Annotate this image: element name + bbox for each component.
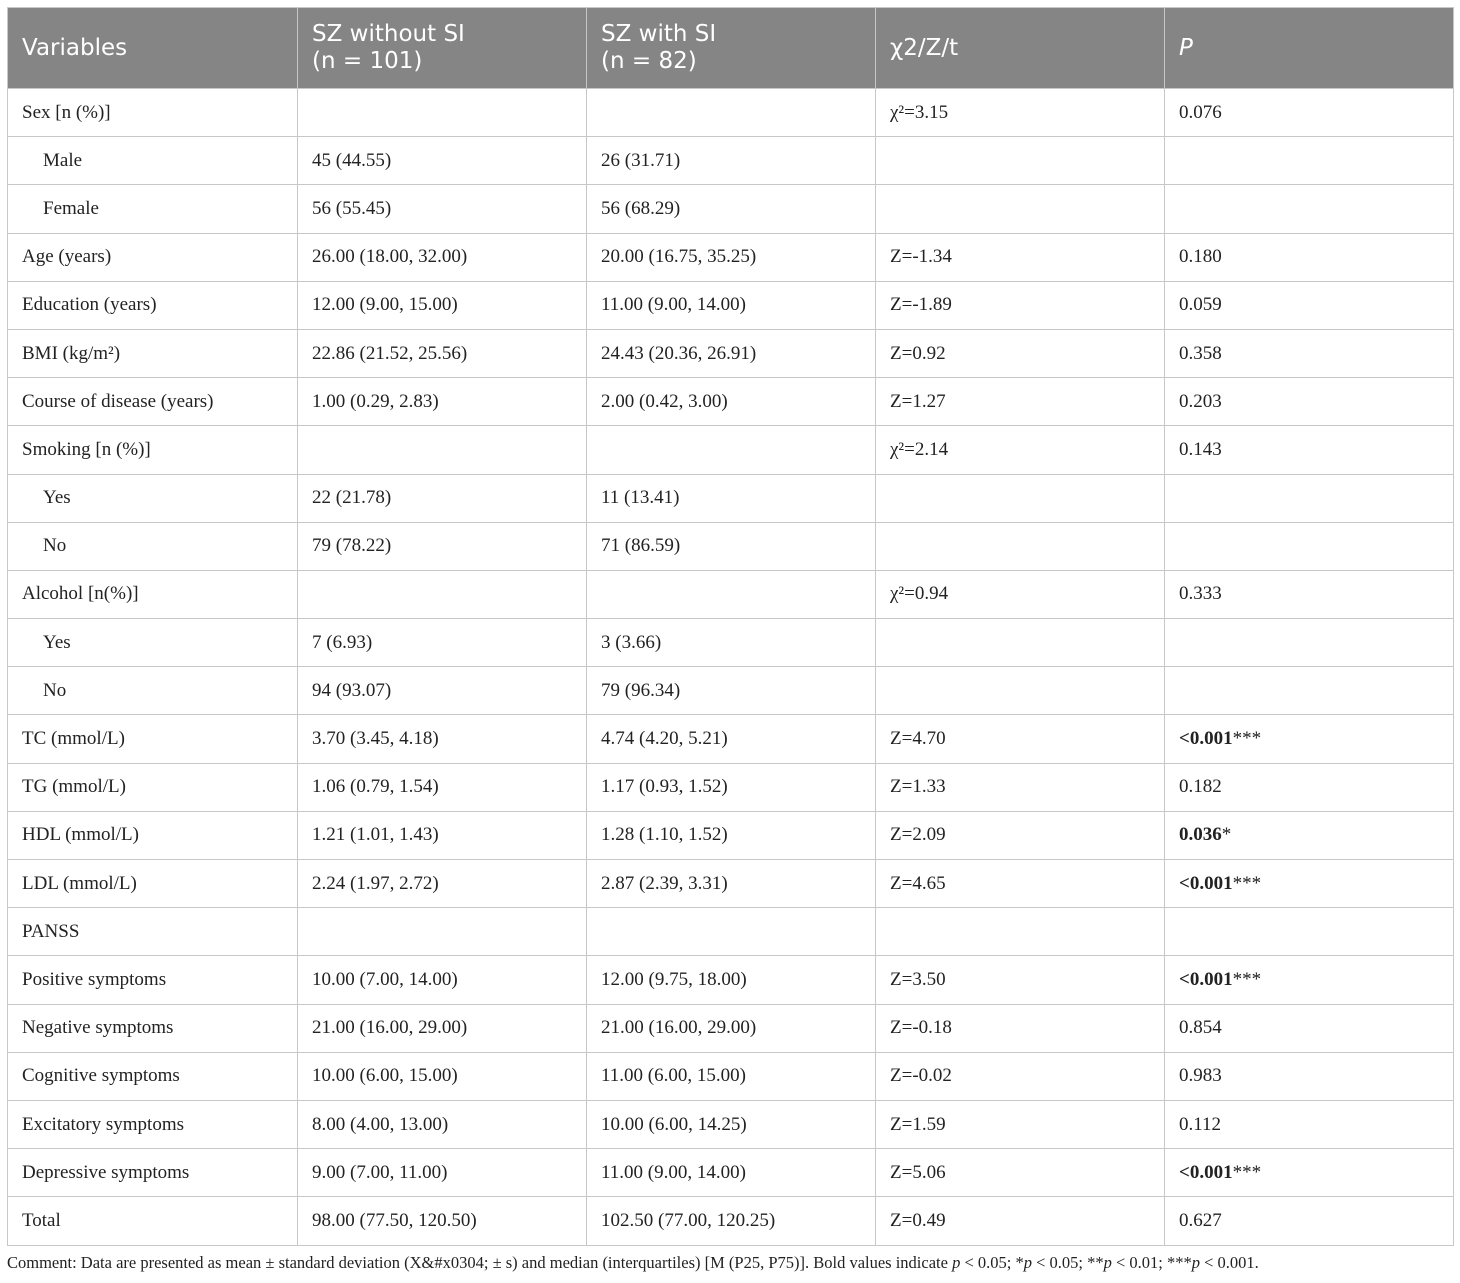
cell-p-value: [1165, 89, 1454, 137]
cell-statistic: [876, 570, 1165, 618]
cell-variable: [8, 956, 298, 1004]
cell-statistic: [876, 378, 1165, 426]
cell-sz-without-si: [298, 667, 587, 715]
cell-sz-with-si-text: 4.74 (4.20, 5.21): [601, 728, 728, 750]
significance-stars: ***: [1232, 1161, 1262, 1183]
cell-statistic: [876, 860, 1165, 908]
cell-sz-with-si-text: 11.00 (9.00, 14.00): [601, 1161, 746, 1183]
significance-stars: *: [1221, 824, 1232, 846]
p-value-text: 0.059: [1179, 294, 1222, 316]
cell-statistic: [876, 1149, 1165, 1197]
cell-p-value: [1165, 185, 1454, 233]
cell-statistic-text: Z=4.65: [890, 872, 946, 894]
cell-sz-without-si-text: 10.00 (7.00, 14.00): [312, 968, 458, 990]
table-row: [8, 763, 1454, 811]
p-value-text: 0.180: [1179, 246, 1222, 268]
cell-sz-without-si-text: 9.00 (7.00, 11.00): [312, 1161, 448, 1183]
cell-variable-text: Positive symptoms: [22, 968, 167, 990]
cell-statistic: [876, 233, 1165, 281]
cell-p-value: [1165, 1100, 1454, 1148]
cell-variable-text: PANSS: [22, 920, 80, 942]
table-row: [8, 570, 1454, 618]
table-row: [8, 89, 1454, 137]
header-row: [8, 8, 1454, 89]
table-row: [8, 185, 1454, 233]
cell-sz-with-si: [587, 137, 876, 185]
cell-sz-with-si-text: 2.00 (0.42, 3.00): [601, 390, 728, 412]
cell-variable-text: BMI (kg/m²): [22, 342, 121, 364]
table-row: [8, 908, 1454, 956]
cell-variable-text: Age (years): [22, 246, 112, 268]
cell-statistic-text: Z=-0.18: [890, 1017, 952, 1039]
cell-sz-without-si-text: 26.00 (18.00, 32.00): [312, 246, 468, 268]
cell-statistic-text: χ²=0.94: [890, 583, 949, 605]
cell-sz-without-si: [298, 378, 587, 426]
cell-sz-with-si-text: 26 (31.71): [601, 149, 681, 171]
cell-sz-with-si: [587, 1100, 876, 1148]
cell-p-value: [1165, 763, 1454, 811]
cell-sz-with-si: [587, 474, 876, 522]
table-row: [8, 667, 1454, 715]
cell-sz-with-si: [587, 378, 876, 426]
cell-sz-without-si: [298, 570, 587, 618]
cell-sz-with-si-text: 71 (86.59): [601, 535, 681, 557]
cell-sz-with-si-text: 3 (3.66): [601, 631, 662, 653]
cell-sz-without-si-text: 1.06 (0.79, 1.54): [312, 776, 439, 798]
cell-statistic-text: Z=1.27: [890, 390, 946, 412]
cell-p-value: [1165, 1149, 1454, 1197]
cell-p-value: [1165, 329, 1454, 377]
cell-p-value: [1165, 619, 1454, 667]
p-value-text: 0.112: [1179, 1113, 1222, 1135]
cell-variable-text: Female: [43, 197, 99, 219]
cell-sz-with-si-text: 24.43 (20.36, 26.91): [601, 342, 757, 364]
cell-sz-without-si-text: 98.00 (77.50, 120.50): [312, 1209, 477, 1231]
cell-p-value: [1165, 522, 1454, 570]
cell-sz-without-si: [298, 522, 587, 570]
p-value-text: 0.203: [1179, 390, 1222, 412]
cell-statistic: [876, 956, 1165, 1004]
cell-p-value: [1165, 1004, 1454, 1052]
cell-statistic: [876, 89, 1165, 137]
cell-p-value: [1165, 811, 1454, 859]
p-value-text: 0.036: [1179, 824, 1222, 846]
cell-sz-without-si-text: 22 (21.78): [312, 487, 392, 509]
cell-sz-without-si-text: 21.00 (16.00, 29.00): [312, 1017, 468, 1039]
cell-p-value: [1165, 281, 1454, 329]
cell-sz-with-si: [587, 426, 876, 474]
significance-stars: ***: [1232, 728, 1262, 750]
cell-variable-text: LDL (mmol/L): [22, 872, 137, 894]
cell-variable: [8, 426, 298, 474]
table-row: [8, 811, 1454, 859]
cell-statistic-text: Z=5.06: [890, 1161, 946, 1183]
cell-variable-text: Alcohol [n(%)]: [22, 583, 139, 605]
cell-statistic: [876, 811, 1165, 859]
cell-variable-text: Negative symptoms: [22, 1017, 174, 1039]
table-body: [8, 89, 1454, 1246]
cell-sz-with-si: [587, 619, 876, 667]
table-row: [8, 378, 1454, 426]
p-value-text: <0.001: [1179, 872, 1233, 894]
cell-variable: [8, 378, 298, 426]
cell-sz-with-si-text: 1.17 (0.93, 1.52): [601, 776, 728, 798]
cell-variable-text: Smoking [n (%)]: [22, 438, 151, 460]
header-p-value: P: [1165, 8, 1454, 89]
significance-stars: ***: [1232, 872, 1262, 894]
cell-sz-without-si: [298, 763, 587, 811]
p-value-text: 0.854: [1179, 1017, 1222, 1039]
cell-sz-without-si: [298, 860, 587, 908]
cell-variable: [8, 329, 298, 377]
cell-variable: [8, 619, 298, 667]
header-variables: Variables: [8, 8, 298, 89]
cell-p-value: [1165, 474, 1454, 522]
cell-statistic: [876, 1197, 1165, 1245]
cell-sz-with-si-text: 11.00 (9.00, 14.00): [601, 294, 746, 316]
p-value-text: 0.627: [1179, 1209, 1222, 1231]
cell-p-value: [1165, 1197, 1454, 1245]
cell-statistic-text: Z=0.92: [890, 342, 946, 364]
cell-variable-text: Depressive symptoms: [22, 1161, 190, 1183]
cell-sz-with-si: [587, 860, 876, 908]
cell-variable-text: Male: [43, 149, 83, 171]
header-sz-with-si: SZ with SI (n = 82): [587, 8, 876, 89]
p-value-text: 0.333: [1179, 583, 1222, 605]
cell-sz-with-si-text: 2.87 (2.39, 3.31): [601, 872, 728, 894]
cell-statistic: [876, 619, 1165, 667]
cell-statistic-text: Z=3.50: [890, 968, 946, 990]
cell-sz-with-si-text: 56 (68.29): [601, 197, 681, 219]
cell-sz-with-si: [587, 763, 876, 811]
cell-sz-without-si: [298, 908, 587, 956]
cell-statistic: [876, 1100, 1165, 1148]
cell-sz-without-si: [298, 1100, 587, 1148]
cell-variable: [8, 185, 298, 233]
cell-p-value: [1165, 715, 1454, 763]
cell-sz-with-si-text: 12.00 (9.75, 18.00): [601, 968, 747, 990]
table-row: [8, 1197, 1454, 1245]
cell-sz-without-si: [298, 1052, 587, 1100]
cell-statistic-text: Z=-1.89: [890, 294, 952, 316]
table-row: [8, 137, 1454, 185]
cell-p-value: [1165, 233, 1454, 281]
table-row: [8, 281, 1454, 329]
cell-variable-text: Cognitive symptoms: [22, 1065, 180, 1087]
cell-sz-with-si: [587, 89, 876, 137]
table-row: [8, 1052, 1454, 1100]
cell-statistic: [876, 1052, 1165, 1100]
cell-sz-with-si-text: 11 (13.41): [601, 487, 680, 509]
cell-sz-without-si-text: 1.00 (0.29, 2.83): [312, 390, 439, 412]
table-row: [8, 1004, 1454, 1052]
cell-sz-without-si: [298, 426, 587, 474]
cell-variable-text: Yes: [43, 631, 71, 653]
cell-variable: [8, 715, 298, 763]
table-row: [8, 233, 1454, 281]
cell-sz-with-si: [587, 281, 876, 329]
cell-sz-without-si: [298, 474, 587, 522]
cell-variable-text: Education (years): [22, 294, 157, 316]
data-table: [7, 7, 1454, 1246]
cell-statistic-text: χ²=3.15: [890, 101, 949, 123]
cell-sz-with-si: [587, 908, 876, 956]
cell-sz-without-si: [298, 619, 587, 667]
table-row: [8, 715, 1454, 763]
cell-variable-text: Total: [22, 1209, 61, 1231]
table-row: [8, 1100, 1454, 1148]
cell-sz-without-si-text: 10.00 (6.00, 15.00): [312, 1065, 458, 1087]
cell-sz-without-si-text: 56 (55.45): [312, 197, 392, 219]
cell-sz-with-si: [587, 715, 876, 763]
cell-sz-with-si: [587, 522, 876, 570]
cell-sz-with-si: [587, 811, 876, 859]
cell-p-value: [1165, 426, 1454, 474]
table-row: [8, 1149, 1454, 1197]
cell-statistic-text: Z=-1.34: [890, 246, 952, 268]
header-sz-without-si: SZ without SI (n = 101): [298, 8, 587, 89]
cell-statistic-text: Z=1.59: [890, 1113, 946, 1135]
cell-variable: [8, 137, 298, 185]
p-value-text: 0.358: [1179, 342, 1222, 364]
cell-p-value: [1165, 1052, 1454, 1100]
table-row: [8, 522, 1454, 570]
cell-sz-without-si-text: 7 (6.93): [312, 631, 373, 653]
cell-variable-text: Sex [n (%)]: [22, 101, 111, 123]
cell-statistic-text: χ²=2.14: [890, 438, 949, 460]
cell-p-value: [1165, 956, 1454, 1004]
cell-sz-with-si-text: 102.50 (77.00, 120.25): [601, 1209, 776, 1231]
cell-statistic: [876, 667, 1165, 715]
cell-variable: [8, 570, 298, 618]
cell-sz-without-si-text: 8.00 (4.00, 13.00): [312, 1113, 449, 1135]
cell-p-value: [1165, 570, 1454, 618]
p-value-text: <0.001: [1179, 728, 1233, 750]
cell-sz-without-si-text: 22.86 (21.52, 25.56): [312, 342, 468, 364]
cell-variable: [8, 1004, 298, 1052]
cell-sz-with-si: [587, 233, 876, 281]
cell-variable: [8, 763, 298, 811]
cell-sz-with-si: [587, 1052, 876, 1100]
cell-statistic-text: Z=2.09: [890, 824, 946, 846]
cell-statistic: [876, 474, 1165, 522]
cell-sz-without-si: [298, 1149, 587, 1197]
cell-sz-without-si: [298, 1197, 587, 1245]
cell-sz-without-si: [298, 89, 587, 137]
table-row: [8, 474, 1454, 522]
cell-statistic-text: Z=0.49: [890, 1209, 946, 1231]
cell-variable: [8, 1052, 298, 1100]
cell-variable: [8, 474, 298, 522]
cell-sz-without-si: [298, 715, 587, 763]
cell-sz-with-si: [587, 185, 876, 233]
cell-sz-without-si-text: 94 (93.07): [312, 679, 392, 701]
table-comment: Comment: Data are presented as mean ± standard deviation (X&#x0304; ± s) and median (interquartiles) [M (P25, P75)]. Bold values indicate p < 0.05; *p < 0.05; **p < 0.01; ***p < 0.001.: [7, 1253, 1259, 1272]
cell-statistic: [876, 281, 1165, 329]
significance-stars: ***: [1232, 968, 1262, 990]
cell-sz-without-si-text: 12.00 (9.00, 15.00): [312, 294, 458, 316]
cell-variable: [8, 811, 298, 859]
p-value-text: <0.001: [1179, 968, 1233, 990]
cell-variable-text: Excitatory symptoms: [22, 1113, 185, 1135]
p-value-text: 0.076: [1179, 101, 1222, 123]
header-statistic: χ2/Z/t: [876, 8, 1165, 89]
cell-sz-with-si: [587, 1004, 876, 1052]
table-row: [8, 860, 1454, 908]
table-row: [8, 329, 1454, 377]
cell-statistic: [876, 763, 1165, 811]
table-row: [8, 426, 1454, 474]
cell-sz-with-si: [587, 329, 876, 377]
cell-variable: [8, 908, 298, 956]
cell-variable-text: No: [43, 535, 67, 557]
cell-statistic: [876, 137, 1165, 185]
cell-sz-with-si: [587, 1149, 876, 1197]
cell-variable-text: Yes: [43, 487, 71, 509]
cell-sz-without-si: [298, 956, 587, 1004]
table-row: [8, 619, 1454, 667]
cell-statistic: [876, 185, 1165, 233]
cell-statistic: [876, 329, 1165, 377]
p-value-text: 0.983: [1179, 1065, 1222, 1087]
cell-p-value: [1165, 378, 1454, 426]
cell-sz-with-si-text: 11.00 (6.00, 15.00): [601, 1065, 746, 1087]
cell-variable: [8, 1100, 298, 1148]
cell-sz-with-si: [587, 570, 876, 618]
cell-sz-without-si: [298, 329, 587, 377]
cell-variable-text: HDL (mmol/L): [22, 824, 139, 846]
cell-sz-without-si: [298, 233, 587, 281]
cell-variable-text: Course of disease (years): [22, 390, 214, 412]
cell-sz-without-si-text: 3.70 (3.45, 4.18): [312, 728, 439, 750]
cell-variable-text: TG (mmol/L): [22, 776, 126, 798]
cell-p-value: [1165, 667, 1454, 715]
cell-sz-with-si-text: 79 (96.34): [601, 679, 681, 701]
cell-sz-without-si-text: 2.24 (1.97, 2.72): [312, 872, 439, 894]
cell-variable-text: TC (mmol/L): [22, 728, 125, 750]
cell-sz-without-si-text: 45 (44.55): [312, 149, 392, 171]
cell-sz-without-si: [298, 1004, 587, 1052]
cell-variable: [8, 667, 298, 715]
cell-sz-with-si-text: 1.28 (1.10, 1.52): [601, 824, 728, 846]
cell-statistic: [876, 908, 1165, 956]
cell-statistic-text: Z=-0.02: [890, 1065, 952, 1087]
table-row: [8, 956, 1454, 1004]
p-value-text: <0.001: [1179, 1161, 1233, 1183]
cell-sz-without-si: [298, 185, 587, 233]
cell-sz-with-si-text: 10.00 (6.00, 14.25): [601, 1113, 747, 1135]
cell-sz-with-si: [587, 1197, 876, 1245]
p-value-text: 0.182: [1179, 776, 1222, 798]
cell-sz-without-si: [298, 811, 587, 859]
cell-sz-without-si: [298, 281, 587, 329]
cell-p-value: [1165, 860, 1454, 908]
cell-p-value: [1165, 908, 1454, 956]
cell-variable-text: No: [43, 679, 67, 701]
cell-sz-without-si-text: 1.21 (1.01, 1.43): [312, 824, 439, 846]
cell-sz-without-si: [298, 137, 587, 185]
cell-statistic-text: Z=4.70: [890, 728, 946, 750]
cell-p-value: [1165, 137, 1454, 185]
cell-variable: [8, 281, 298, 329]
cell-sz-without-si-text: 79 (78.22): [312, 535, 392, 557]
cell-statistic: [876, 1004, 1165, 1052]
p-value-text: 0.143: [1179, 438, 1222, 460]
cell-sz-with-si: [587, 956, 876, 1004]
cell-sz-with-si-text: 20.00 (16.75, 35.25): [601, 246, 757, 268]
cell-variable: [8, 1149, 298, 1197]
cell-statistic: [876, 426, 1165, 474]
cell-variable: [8, 522, 298, 570]
cell-variable: [8, 1197, 298, 1245]
cell-statistic-text: Z=1.33: [890, 776, 946, 798]
cell-statistic: [876, 522, 1165, 570]
cell-variable: [8, 860, 298, 908]
cell-variable: [8, 233, 298, 281]
cell-sz-with-si-text: 21.00 (16.00, 29.00): [601, 1017, 757, 1039]
cell-variable: [8, 89, 298, 137]
cell-sz-with-si: [587, 667, 876, 715]
cell-statistic: [876, 715, 1165, 763]
